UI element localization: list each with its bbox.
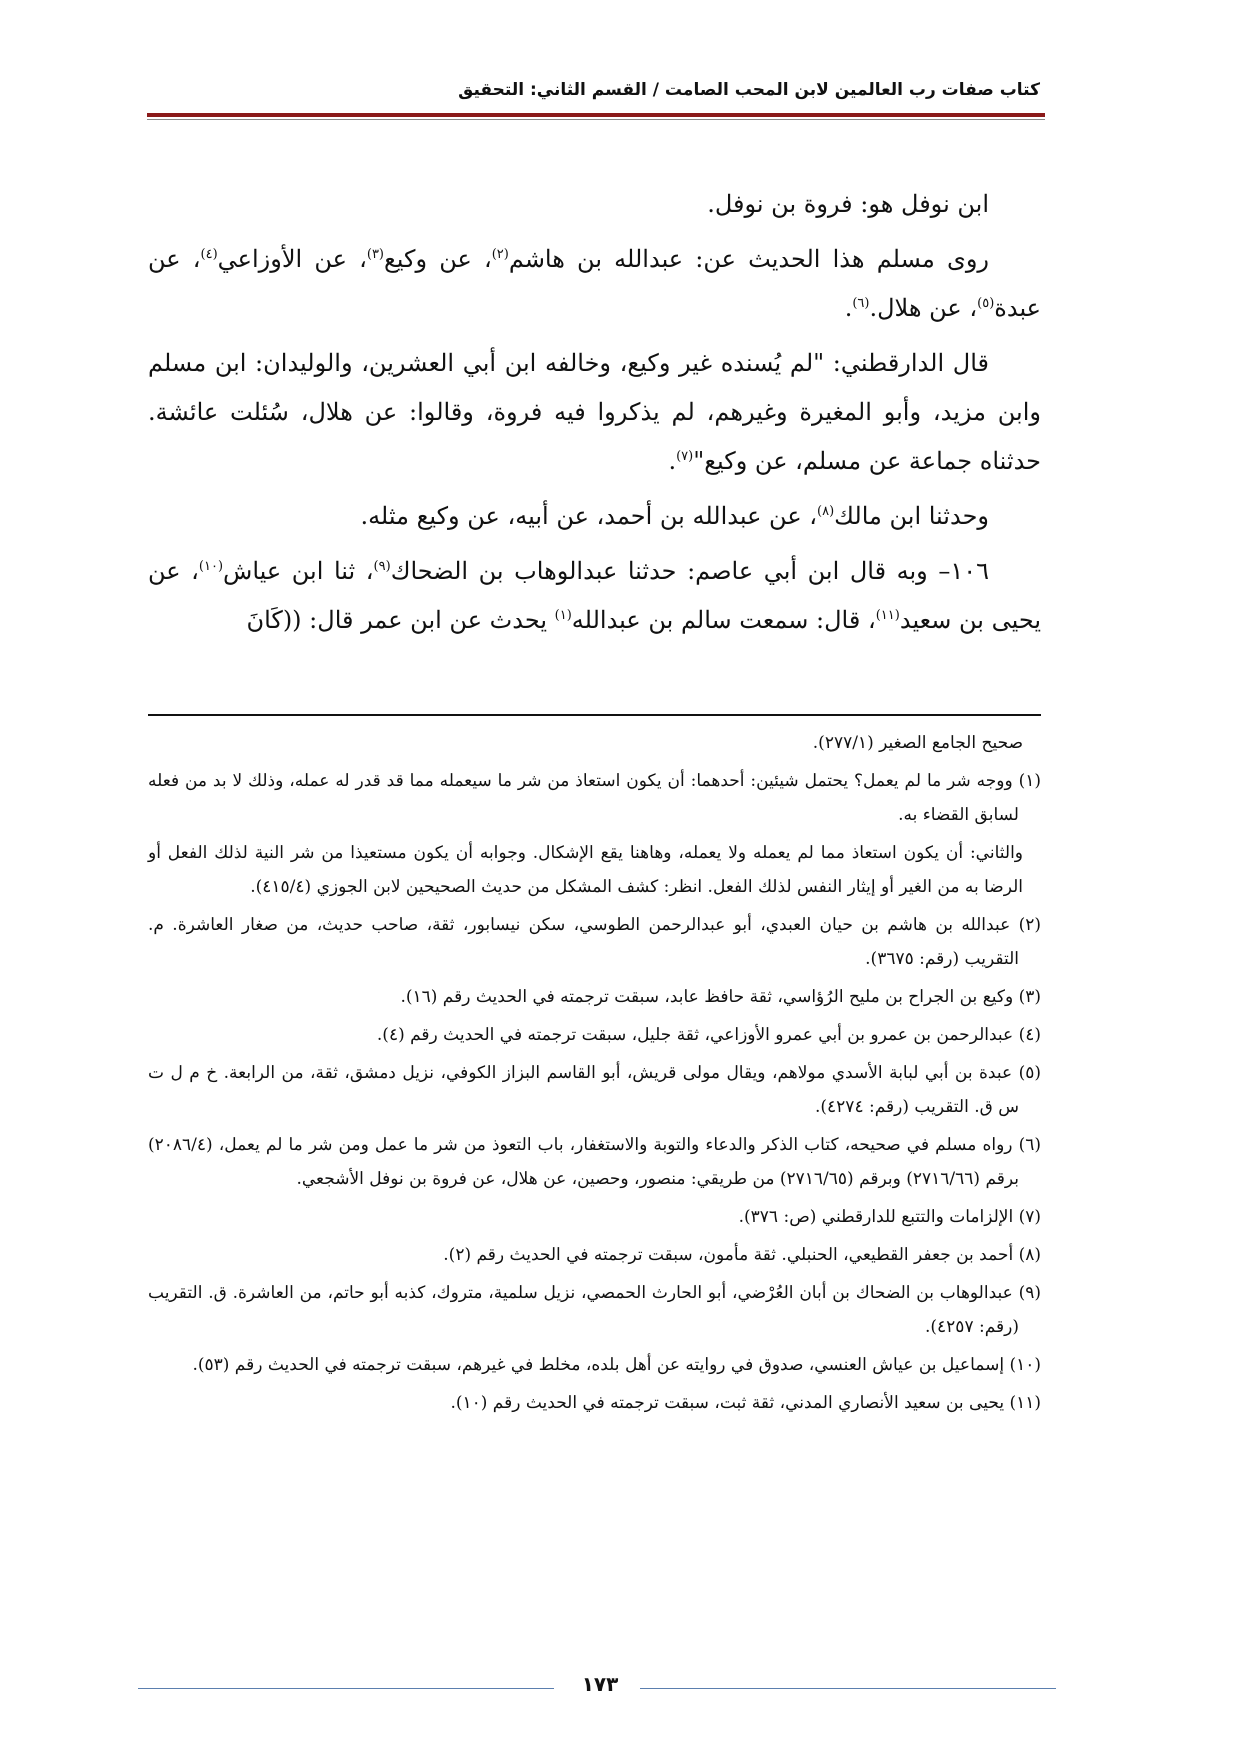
paragraph-1: ابن نوفل هو: فروة بن نوفل. (707, 190, 989, 218)
page-number: ١٧٣ (581, 1672, 619, 1696)
footnote-2: (٢) عبدالله بن هاشم بن حيان العبدي، أبو عبدالرحمن الطوسي، سكن نيسابور، ثقة، صاحب حديث، من صغار العاشرة. م. التقريب (رقم: ٣٦٧٥). (148, 915, 1041, 969)
footnote-ref: (٤) (200, 247, 218, 262)
text-run: ، عن وكيع (384, 245, 492, 273)
header-rule-thin (147, 119, 1045, 120)
paragraph-2 (148, 235, 1041, 333)
footnote-0: صحيح الجامع الصغير (٢٧٧/١). (812, 733, 1023, 753)
footnote-ref: (٥) (977, 296, 995, 311)
footnote-6: (٦) رواه مسلم في صحيحه، كتاب الذكر والدعاء والتوبة والاستغفار، باب التعوذ من شر ما عمل ومن شر ما لم يعمل، (٢٠٨٦/٤) برقم (٢٧١٦/٦٦) وبرقم (٢٧١٦/٦٥) من طريقي: منصور، وحصين، عن هلال، عن فروة بن نوفل الأشجعي. (148, 1135, 1042, 1189)
footer-rule-right (640, 1688, 1056, 1689)
text-run: . (668, 447, 677, 475)
text-run: ، قال: سمعت سالم بن عبدالله (571, 606, 876, 634)
footnote-ref: (٨) (817, 504, 835, 519)
footnote-ref: (١٠) (198, 559, 224, 574)
footnote-ref: (٧) (676, 449, 694, 464)
footnote-3: (٣) وكيع بن الجراح بن مليح الرُؤاسي، ثقة حافظ عابد، سبقت ترجمته في الحديث رقم (١٦). (400, 987, 1041, 1007)
text-run: يحدث عن ابن عمر قال: ((كَانَ (246, 606, 555, 634)
paragraph-4 (148, 492, 1041, 541)
footnote-7: (٧) الإلزامات والتتبع للدارقطني (ص: ٣٧٦). (738, 1207, 1041, 1227)
paragraph-3 (148, 339, 1041, 486)
text-run: ، ثنا ابن عياش (223, 557, 374, 585)
text-run: ، عن الأوزاعي (217, 245, 367, 273)
paragraph-5 (148, 547, 1041, 645)
footnote-10: (١٠) إسماعيل بن عياش العنسي، صدوق في روايته عن أهل بلده، مخلط في غيرهم، سبقت ترجمته في الحديث رقم (٥٣). (192, 1355, 1041, 1375)
footnote-separator (148, 714, 1041, 716)
text-run: روى مسلم هذا الحديث عن: عبدالله بن هاشم (508, 245, 990, 273)
footnote-9: (٩) عبدالوهاب بن الضحاك بن أبان العُرْضي، أبو الحارث الحمصي، نزيل سلمية، متروك، كذبه أبو حاتم، من العاشرة. ق. التقريب (رقم: ٤٢٥٧). (148, 1283, 1041, 1337)
header-rule-thick (147, 113, 1045, 117)
text-run: ، عن يحيى بن سعيد (148, 557, 1041, 634)
text-run: ، عن هلال. (869, 294, 978, 322)
footnote-4: (٤) عبدالرحمن بن عمرو بن أبي عمرو الأوزاعي، ثقة جليل، سبقت ترجمته في الحديث رقم (٤). (376, 1025, 1041, 1045)
footnote-ref: (١١) (875, 608, 900, 623)
text-run: ١٠٦– وبه قال ابن أبي عاصم: حدثنا عبدالوهاب بن الضحاك (390, 557, 990, 585)
text-run: ، عن عبدالله بن أحمد، عن أبيه، عن وكيع مثله. (360, 502, 818, 530)
footer-rule-left (138, 1688, 554, 1689)
running-header: كتاب صفات رب العالمين لابن المحب الصامت / القسم الثاني: التحقيق (458, 80, 1040, 100)
footnote-1-continued: والثاني: أن يكون استعاذ مما لم يعمله ولا يعمله، وهاهنا يقع الإشكال. وجوابه أن يكون مستعيذا من شر النية لذلك الفعل أو الرضا به من الغير أو إيثار النفس لذلك الفعل. انظر: كشف المشكل من حديث الصحيحين لابن الجوزي (٤١٥/٤). (148, 843, 1023, 897)
footnotes (148, 726, 1041, 1424)
footnote-5: (٥) عبدة بن أبي لبابة الأسدي مولاهم، ويقال مولى قريش، أبو القاسم البزاز الكوفي، نزيل دمشق، ثقة، من الرابعة. خ م ل ت س ق. التقريب (رقم: ٤٢٧٤). (148, 1063, 1041, 1117)
main-text (148, 180, 1041, 651)
text-run: وحدثنا ابن مالك (834, 502, 989, 530)
footnote-ref: (٦) (852, 296, 870, 311)
footnote-11: (١١) يحيى بن سعيد الأنصاري المدني، ثقة ثبت، سبقت ترجمته في الحديث رقم (١٠). (450, 1393, 1041, 1413)
footnote-ref: (٣) (366, 247, 384, 262)
footnote-ref: (١) (554, 608, 572, 623)
text-run: ، عن عبدة (148, 245, 1041, 322)
text-run: . (844, 294, 853, 322)
footnote-ref: (٢) (491, 247, 509, 262)
footnote-1: (١) ووجه شر ما لم يعمل؟ يحتمل شيئين: أحدهما: أن يكون استعاذ من شر ما سيعمله مما قد قدر له عمله، وذلك لا بد من فعله لسابق القضاء به. (148, 771, 1041, 825)
footnote-8: (٨) أحمد بن جعفر القطيعي، الحنبلي. ثقة مأمون، سبقت ترجمته في الحديث رقم (٢). (443, 1245, 1041, 1265)
text-run: قال الدارقطني: "لم يُسنده غير وكيع، وخالفه ابن أبي العشرين، والوليدان: ابن مسلم وابن مزيد، وأبو المغيرة وغيرهم، لم يذكروا فيه فروة، وقالوا: عن هلال، سُئلت عائشة. حدثناه جماعة عن مسلم، عن وكيع" (148, 349, 1041, 475)
footnote-ref: (٩) (373, 559, 391, 574)
